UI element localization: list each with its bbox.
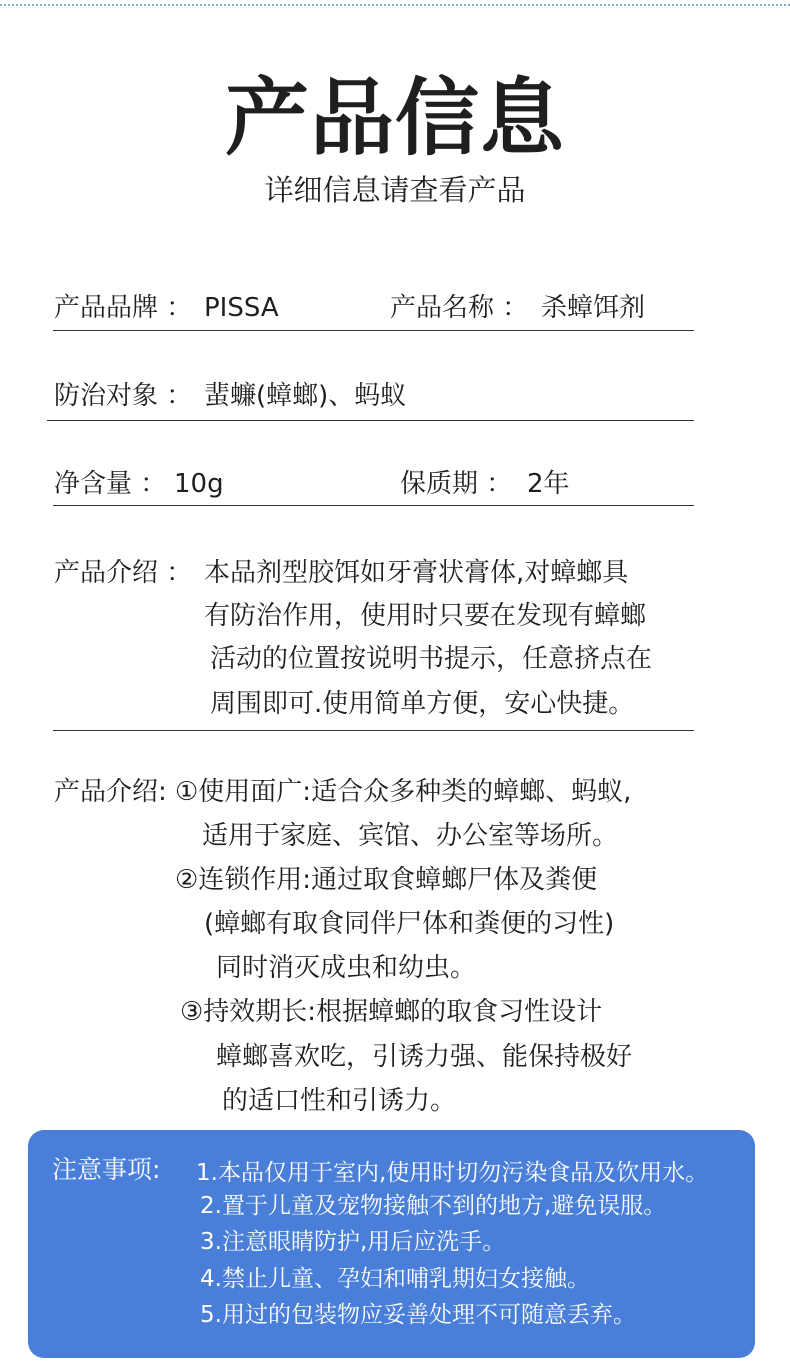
feature-line: 适用于家庭、宾馆、办公室等场所。 (202, 821, 619, 851)
page-title: 产品信息 (224, 69, 565, 167)
notice-item: 1.本品仅用于室内,使用时切勿污染食品及饮用水。 (196, 1160, 709, 1186)
feature-line: ②连锁作用:通过取食蟑螂尸体及粪便 (175, 865, 598, 895)
feature-line: (蟑螂有取食同伴尸体和粪便的习性) (204, 909, 615, 939)
intro-line: 有防治作用，使用时只要在发现有蟑螂 (204, 601, 647, 631)
feature-line: 同时消灭成虫和幼虫。 (216, 953, 477, 983)
features-label: 产品介绍: (54, 777, 167, 807)
intro-line: 本品剂型胶饵如牙膏状膏体,对蟑螂具 (204, 558, 629, 588)
row-divider (53, 505, 694, 506)
shelf-life-value: 2年 (527, 469, 570, 499)
row-divider (53, 330, 694, 331)
page-subtitle: 详细信息请查看产品 (264, 173, 526, 207)
brand-value: PISSA (204, 293, 279, 323)
target-label: 防治对象 ： (54, 381, 193, 411)
notice-item: 4.禁止儿童、孕妇和哺乳期妇女接触。 (200, 1266, 590, 1292)
feature-line: ①使用面广:适合众多种类的蟑螂、蚂蚁, (175, 777, 632, 807)
notice-label: 注意事项: (52, 1155, 161, 1184)
net-content-value: 10g (174, 469, 224, 499)
feature-line: 的适口性和引诱力。 (222, 1086, 457, 1116)
shelf-life-label: 保质期 ： (400, 469, 513, 499)
feature-line: 蟑螂喜欢吃，引诱力强、能保持极好 (216, 1042, 633, 1072)
product-name-label: 产品名称 ： (390, 293, 529, 323)
notice-item: 5.用过的包装物应妥善处理不可随意丢弃。 (200, 1302, 636, 1328)
notice-item: 2.置于儿童及宠物接触不到的地方,避免误服。 (200, 1193, 667, 1219)
intro-line: 活动的位置按说明书提示，任意挤点在 (210, 644, 653, 674)
row-divider (47, 420, 694, 421)
target-value: 蜚蠊(蟑螂)、蚂蚁 (204, 381, 407, 411)
product-name-value: 杀蟑饵剂 (541, 293, 646, 323)
net-content-label: 净含量 ： (54, 469, 167, 499)
notice-item: 3.注意眼睛防护,用后应洗手。 (200, 1229, 506, 1255)
row-divider (53, 730, 694, 731)
brand-label: 产品品牌 ： (54, 293, 193, 323)
intro-label: 产品介绍 ： (54, 558, 193, 588)
feature-line: ③持效期长:根据蟑螂的取食习性设计 (180, 997, 603, 1027)
notice-panel (28, 1130, 755, 1358)
top-dotted-divider (0, 4, 790, 6)
intro-line: 周围即可.使用简单方便，安心快捷。 (210, 689, 635, 719)
